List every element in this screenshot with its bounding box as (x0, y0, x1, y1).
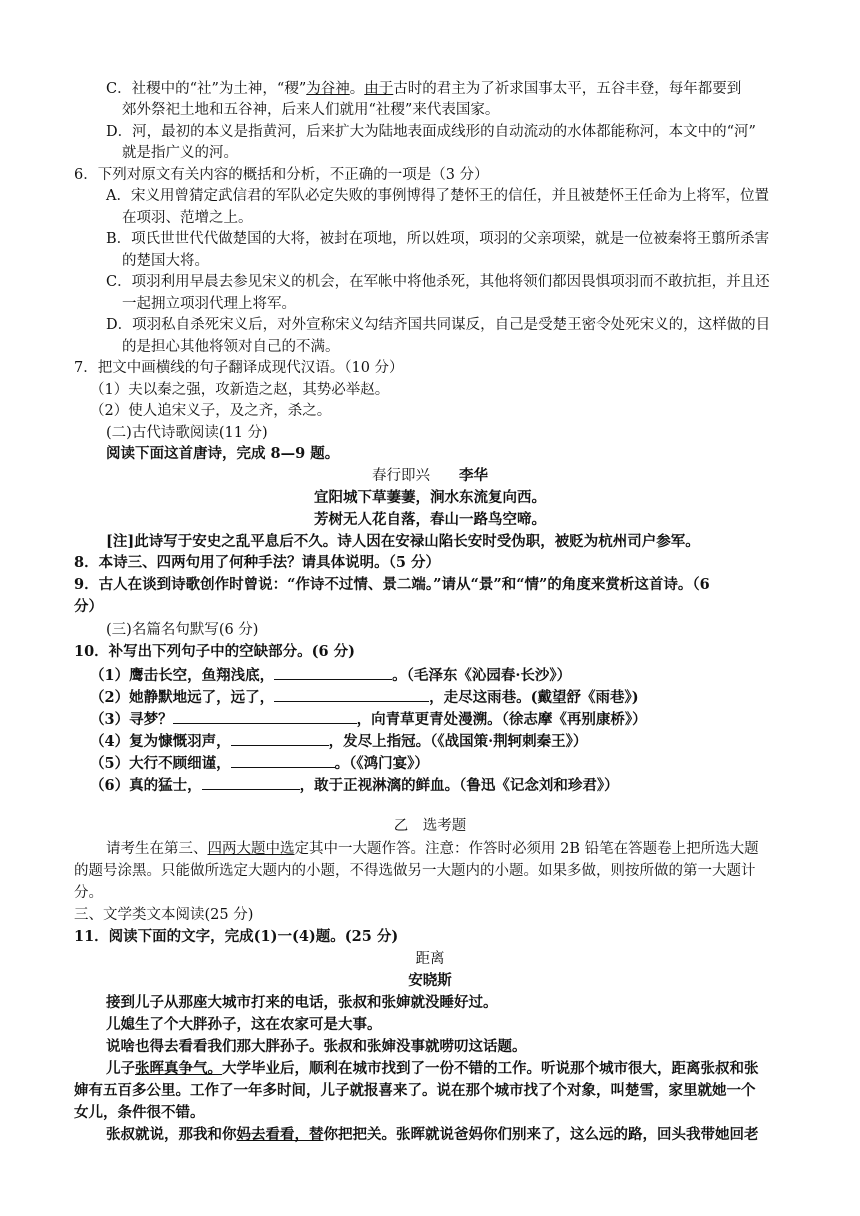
q7-sentence-2: （2）使人追宋义子，及之齐，杀之。 (90, 403, 332, 419)
answer-blank[interactable] (173, 708, 357, 724)
story-para-4-line2: 婶有五百多公里。工作了一年多时间，儿子就报喜来了。说在那个城市找了个对象，叫楚雪，家里就她一个 (74, 1082, 756, 1099)
q5-option-c-line1 (106, 79, 741, 99)
underlined-text: 张晖真争气。 (135, 1060, 222, 1077)
q10-stem: 10．补写出下列句子中的空缺部分。(6 分) (74, 643, 356, 660)
story-para-5-line1 (106, 1125, 759, 1145)
q10-item-1 (90, 664, 571, 686)
q6-option-d-line2: 的是担心其他将领对自己的不满。 (122, 339, 340, 355)
q6-option-b-line2: 的楚国大将。 (122, 253, 209, 269)
answer-blank[interactable] (231, 730, 329, 746)
q9-line2: 分） (74, 598, 103, 615)
story-para-1: 接到儿子从那座大城市打来的电话，张叔和张婶就没睡好过。 (106, 994, 498, 1011)
q8: 8．本诗三、四两句用了何种手法？请具体说明。（5 分） (74, 554, 440, 571)
elective-para-line2: 的题号涂黑。只能做所选定大题内的小题，不得选做另一大题内的小题。如果多做，则按所做的第一大题计 (74, 863, 756, 879)
story-para-2: 儿媳生了个大胖孙子，这在农家可是大事。 (106, 1016, 382, 1033)
poem-title-line (0, 466, 860, 486)
poem-line-2: 芳树无人花自落，春山一路鸟空啼。 (314, 511, 546, 528)
text: 。（《鸿门宴》） (334, 755, 429, 772)
text: 。 (349, 81, 365, 97)
q10-item-3 (90, 708, 647, 730)
text: （5）大行不顾细谨， (90, 755, 231, 772)
elective-title: 乙 选考题 (393, 818, 467, 834)
text: 你把把关。张晖就说爸妈你们别来了，这么远的路，回头我带她回老 (323, 1126, 759, 1143)
text: 。（毛泽东《沁园春·长沙》） (392, 667, 572, 684)
q6-option-c-line1: C．项羽利用早晨去参见宋义的机会，在军帐中将他杀死，其他将领们都因畏惧项羽而不敢抗拒，并且还 (106, 274, 770, 290)
elective-para-line3: 分。 (74, 885, 103, 901)
text: 古时的君主为了祈求国事太平，五谷丰登，每年都要到 (393, 81, 742, 97)
poetry-heading: (二)古代诗歌阅读(11 分) (106, 425, 268, 441)
mingju-heading: (三)名篇名句默写(6 分) (106, 622, 259, 638)
text: （1）鹰击长空，鱼翔浅底， (90, 667, 275, 684)
underlined-text: 妈去看看，替 (236, 1126, 324, 1143)
q6-option-d-line1: D．项羽私自杀死宋义后，对外宣称宋义勾结齐国共同谋反，自己是受楚王密令处死宋义的，这样做的目 (106, 317, 771, 333)
answer-blank[interactable] (274, 664, 392, 680)
q10-item-5 (90, 752, 429, 774)
underlined-text: 为谷神 (306, 81, 350, 97)
text: C．社稷中的“社”为土神，“稷” (106, 81, 307, 97)
q6-option-a-line2: 在项羽、范增之上。 (122, 210, 253, 226)
answer-blank[interactable] (202, 774, 300, 790)
text: 儿子 (106, 1060, 135, 1077)
answer-blank[interactable] (231, 752, 335, 768)
q10-item-4 (90, 730, 587, 752)
text: ，向青草更青处漫溯。（徐志摩《再别康桥》） (356, 711, 647, 728)
poem-line-1: 宜阳城下草萋萋，涧水东流复向西。 (314, 489, 546, 506)
text: ，发尽上指冠。（《战国策·荆轲刺秦王》） (328, 733, 588, 750)
q10-item-2 (90, 686, 639, 708)
q9-line1: 9．古人在谈到诗歌创作时曾说：“作诗不过情、景二端。”请从“景”和“情”的角度来赏析这首诗。（6 (74, 576, 710, 593)
text: 定其中一大题作答。注意：作答时必须用 2B 铅笔在答题卷上把所选大题 (294, 841, 759, 857)
q6-option-a-line1: A．宋义用曾猜定武信君的军队必定失败的事例博得了楚怀王的信任，并且被楚怀王任命为上将军，位置 (106, 188, 769, 204)
text: 大学毕业后，顺利在城市找到了一份不错的工作。听说那个城市很大，距离张叔和张 (222, 1060, 759, 1077)
underlined-text: 四两大题中选 (207, 841, 295, 857)
text: （3）寻梦？ (90, 711, 173, 728)
story-author: 安晓斯 (408, 972, 452, 989)
q5-option-d-line2: 就是指广义的河。 (122, 145, 238, 161)
text: 张叔就说，那我和你 (106, 1126, 237, 1143)
underlined-text: 由于 (364, 81, 394, 97)
text: ，走尽这雨巷。(戴望舒《雨巷》) (429, 689, 639, 706)
story-para-4-line1 (106, 1059, 759, 1079)
elective-para-line1 (106, 839, 759, 859)
q6-option-c-line2: 一起拥立项羽代理上将军。 (122, 296, 296, 312)
text: （6）真的猛士， (90, 777, 202, 794)
poetry-instruction: 阅读下面这首唐诗，完成 8—9 题。 (106, 445, 340, 462)
poem-note: [注]此诗写于安史之乱平息后不久。诗人因在安禄山陷长安时受伪职，被贬为杭州司户参军。 (106, 533, 700, 550)
q10-item-6 (90, 774, 619, 796)
q5-option-d-line1: D．河，最初的本义是指黄河，后来扩大为陆地表面成线形的自动流动的水体都能称河，本文中的“河” (106, 124, 756, 140)
text: （4）复为慷慨羽声， (90, 733, 231, 750)
poem-title: 春行即兴 (372, 468, 430, 484)
q11-stem: 11．阅读下面的文字，完成(1)一(4)题。(25 分) (74, 928, 399, 945)
text: （2）她静默地远了，远了， (90, 689, 275, 706)
story-para-3: 说啥也得去看看我们那大胖孙子。张叔和张婶没事就唠叨这话题。 (106, 1038, 527, 1055)
text: ，敢于正视淋漓的鲜血。（鲁迅《记念刘和珍君》） (299, 777, 619, 794)
poem-author: 李华 (459, 467, 488, 484)
q6-option-b-line1: B．项氏世世代代做楚国的大将，被封在项地，所以姓项，项羽的父亲项梁，就是一位被秦将王翦所杀害 (106, 231, 770, 247)
story-para-4-line3: 女儿，条件很不错。 (74, 1104, 205, 1121)
literature-heading: 三、文学类文本阅读(25 分) (74, 907, 254, 923)
text: 请考生在第三、 (106, 841, 208, 857)
q7-sentence-1: （1）夫以秦之强，攻新造之赵，其势必举赵。 (90, 382, 390, 398)
story-title: 距离 (415, 951, 445, 967)
q5-option-c-line2: 郊外祭祀土地和五谷神，后来人们就用“社稷”来代表国家。 (122, 102, 500, 118)
answer-blank[interactable] (274, 686, 429, 702)
q7-stem: 7．把文中画横线的句子翻译成现代汉语。（10 分） (74, 360, 404, 376)
q6-stem: 6．下列对原文有关内容的概括和分析，不正确的一项是（3 分） (74, 167, 489, 183)
